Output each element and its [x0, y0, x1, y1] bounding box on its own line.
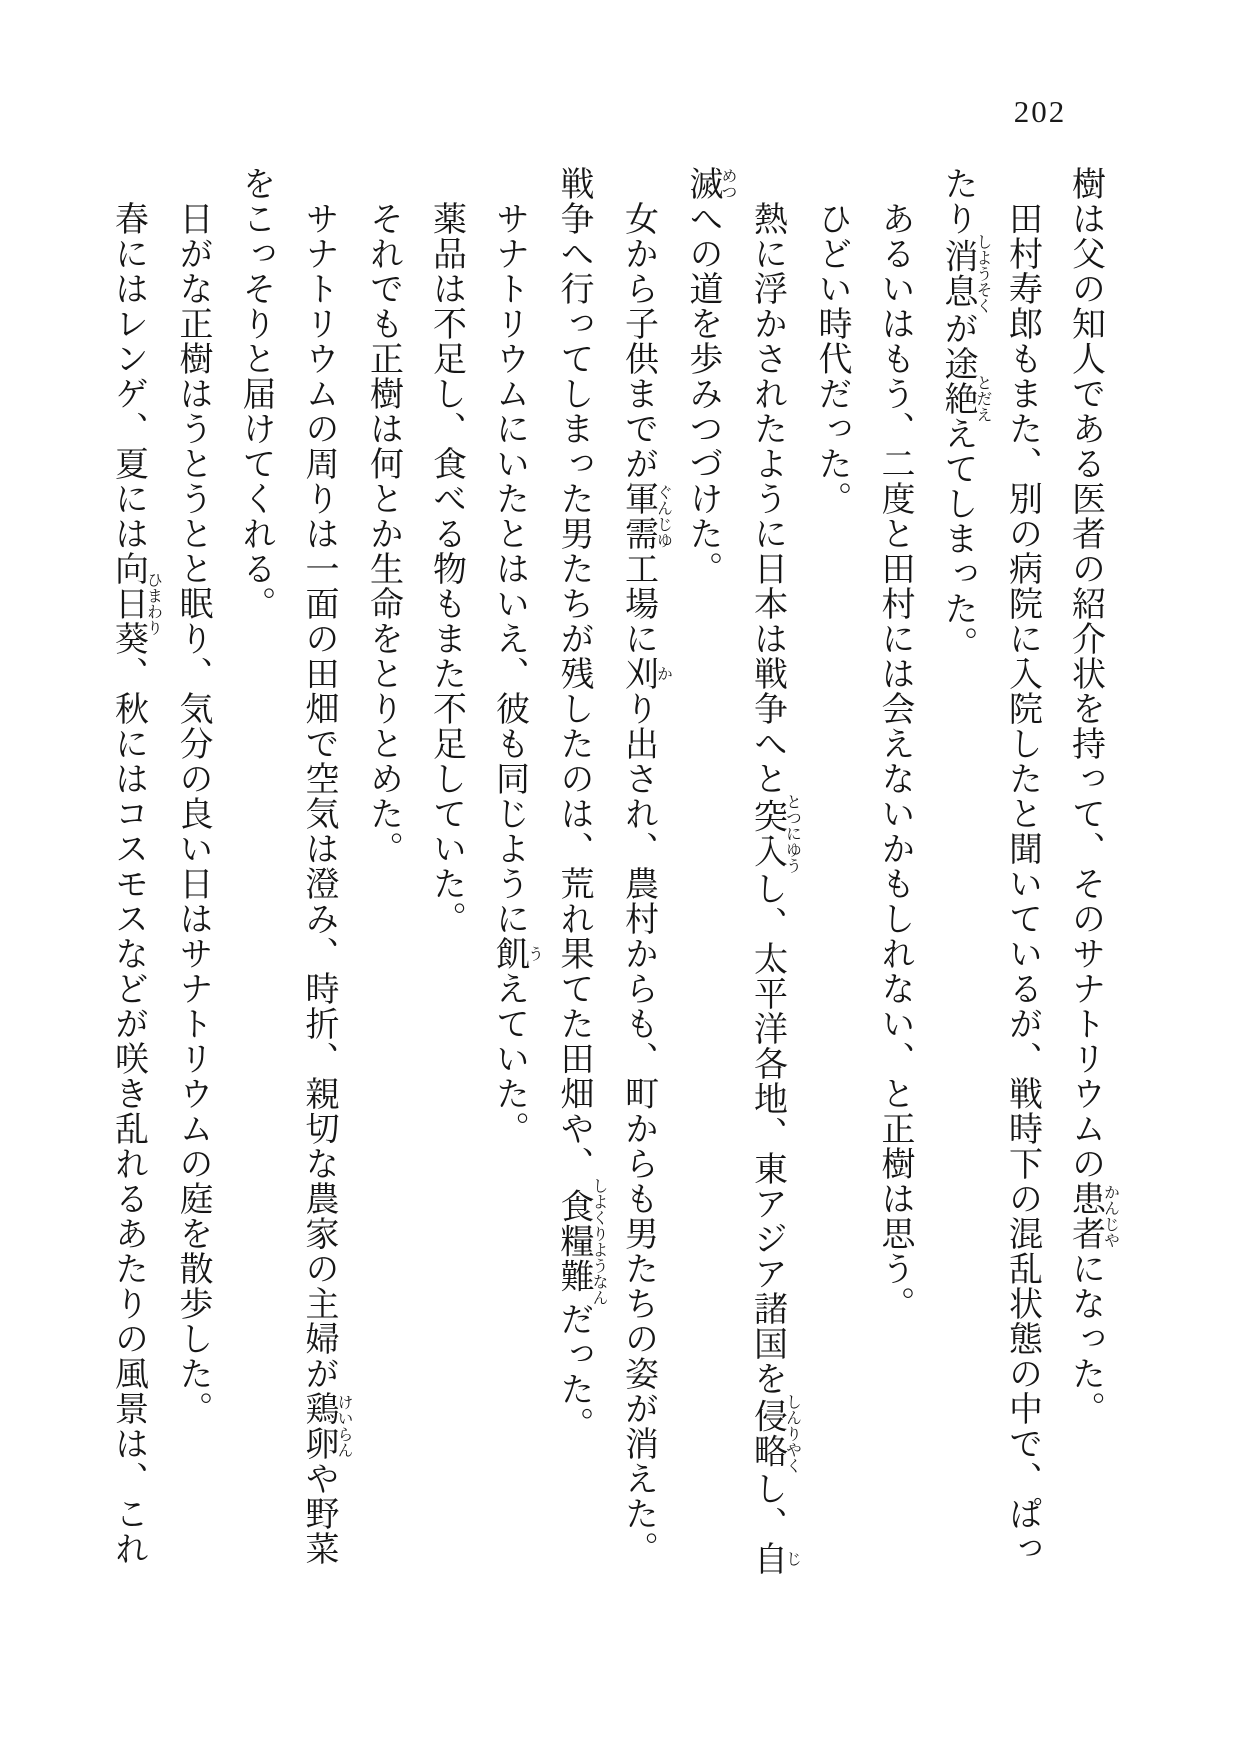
- furigana: とつにゆう: [783, 793, 801, 874]
- text-column: 戦争へ行ってしまった男たちが残したのは、荒れ果てた田畑や、食糧難しよくりようなんだった。: [555, 166, 607, 1442]
- text-column: サナトリウムの周りは一面の田畑で空気は澄み、時折、親切な農家の主婦が鶏卵けいらんや野菜: [300, 201, 352, 1566]
- furigana: しよくりようなん: [590, 1177, 607, 1306]
- ruby-annotated-word: 滅めつ: [684, 166, 736, 201]
- ruby-annotated-word: 刈か: [619, 656, 672, 691]
- text-column: サナトリウムにいたとはいえ、彼も同じように飢うえていた。: [490, 201, 543, 1146]
- page-number: 202: [1013, 94, 1067, 129]
- text-column: 樹は父の知人である医者の紹介状を持って、そのサナトリウムの患者かんじやになった。: [1066, 166, 1119, 1426]
- ruby-annotated-word: 途絶えとだえ: [939, 346, 991, 451]
- text-column: あるいはもう、二度と田村には会えないかもしれない、と正樹は思う。: [876, 201, 913, 1321]
- text-column: をこっそりと届けてくれる。: [237, 166, 274, 621]
- furigana: とだえ: [974, 346, 991, 451]
- furigana: じ: [783, 1541, 801, 1576]
- text-column: それでも正樹は何とか生命をとりとめた。: [364, 201, 402, 866]
- furigana: う: [525, 936, 543, 971]
- furigana: ぐんじゆ: [654, 481, 672, 551]
- ruby-annotated-word: 侵略しんりやく: [748, 1393, 801, 1474]
- ruby-annotated-word: 消息しようそく: [939, 233, 991, 314]
- ruby-annotated-word: 突入とつにゆう: [748, 793, 801, 874]
- ruby-annotated-word: 軍需ぐんじゆ: [619, 481, 672, 551]
- ruby-annotated-word: 飢う: [490, 936, 543, 971]
- furigana: しんりやく: [783, 1393, 801, 1474]
- text-column: 熱に浮かされたように日本は戦争へと突入とつにゆうし、太平洋各地、東アジア諸国を侵略しんりやくし、自じ: [748, 201, 801, 1576]
- ruby-annotated-word: 自じ: [748, 1541, 801, 1576]
- ruby-annotated-word: 鶏卵けいらん: [300, 1391, 352, 1461]
- ruby-annotated-word: 向日葵ひまわり: [109, 551, 162, 656]
- text-column: たり消息しようそくが途絶えとだえてしまった。: [939, 166, 991, 661]
- ruby-annotated-word: 食糧難しよくりようなん: [555, 1177, 607, 1306]
- text-column: 田村寿郎もまた、別の病院に入院したと聞いているが、戦時下の混乱状態の中で、ぱっ: [1003, 201, 1041, 1566]
- furigana: か: [654, 656, 672, 691]
- furigana: ひまわり: [144, 551, 162, 656]
- text-column: 滅めつへの道を歩みつづけた。: [684, 166, 736, 586]
- furigana: けいらん: [335, 1391, 352, 1461]
- text-column: 春にはレンゲ、夏には向日葵ひまわり、秋にはコスモスなどが咲き乱れるあたりの風景は、これ: [109, 201, 162, 1566]
- ruby-annotated-word: 患者かんじや: [1066, 1181, 1119, 1251]
- text-column: 日がな正樹はうとうとと眠り、気分の良い日はサナトリウムの庭を散歩した。: [174, 201, 211, 1426]
- text-column: 薬品は不足し、食べる物もまた不足していた。: [427, 201, 465, 936]
- furigana: かんじや: [1101, 1181, 1119, 1251]
- furigana: めつ: [719, 166, 736, 201]
- furigana: しようそく: [974, 233, 991, 314]
- text-column: ひどい時代だった。: [813, 201, 850, 516]
- text-block: [97, 166, 1119, 1580]
- text-column: 女から子供までが軍需ぐんじゆ工場に刈かり出され、農村からも、町からも男たちの姿が消えた。: [619, 201, 672, 1566]
